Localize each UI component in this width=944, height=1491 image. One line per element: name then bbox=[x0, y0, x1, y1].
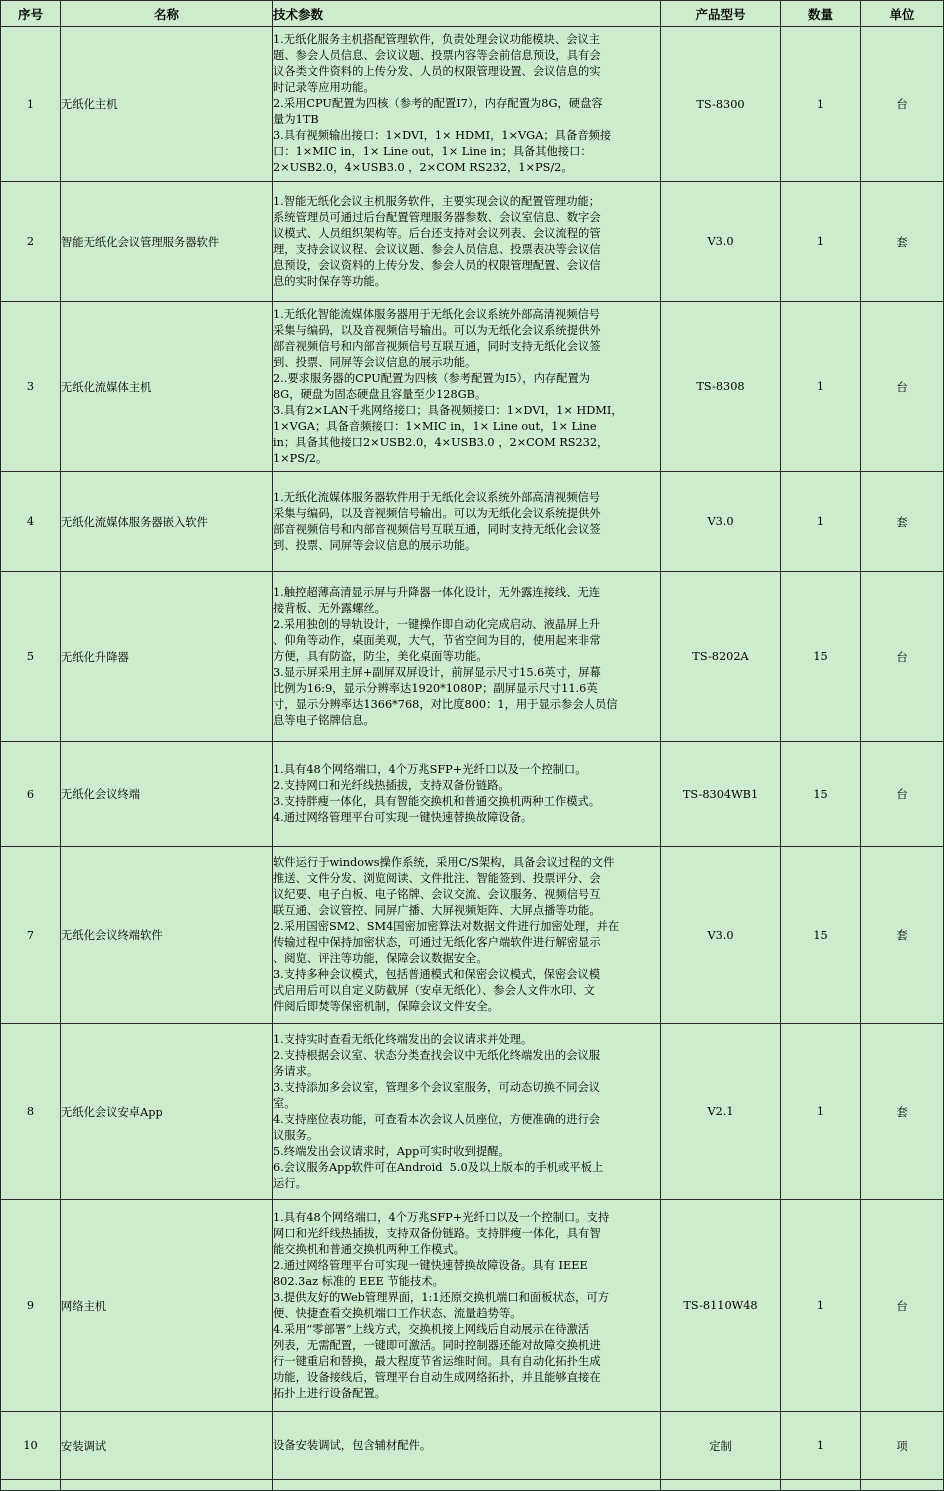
empty-cell bbox=[61, 1480, 273, 1491]
param-line: 到、投票、同屏等会议信息的展示功能。 bbox=[273, 355, 477, 369]
param-line: 2.采用国密SM2、SM4国密加密算法对数据文件进行加密处理，并在 bbox=[273, 920, 620, 933]
param-line: 2.采用CPU配置为四核（参考的配置I7），内存配置为8G，硬盘容 bbox=[273, 97, 603, 110]
param-line: 议模式、人员组织架构等。后台还支持对会议列表、会议流程的管 bbox=[273, 226, 601, 240]
param-line: 3.支持多种会议模式，包括普通模式和保密会议模式，保密会议模 bbox=[273, 968, 601, 981]
param-line: 网口和光纤线热插拔，支持双备份链路。支持胖瘦一体化，具有智 bbox=[273, 1226, 601, 1240]
param-line: 能交换机和普通交换机两种工作模式。 bbox=[273, 1242, 466, 1256]
param-line: 2.支持根据会议室、状态分类查找会议中无纸化终端发出的会议服 bbox=[273, 1048, 601, 1062]
param-line: 到、投票、同屏等会议信息的展示功能。 bbox=[273, 538, 477, 552]
table-row bbox=[1, 742, 944, 847]
cell-qty: 1 bbox=[781, 1200, 861, 1412]
param-line: 软件运行于windows操作系统，采用C/S架构，具备会议过程的文件 bbox=[273, 856, 615, 869]
param-line: 采集与编码，以及音视频信号输出。可以为无纸化会议系统提供外 bbox=[273, 506, 601, 520]
param-line: 1×PS/2。 bbox=[273, 451, 328, 465]
header-params: 技术参数 bbox=[273, 1, 661, 27]
param-line: 功能，设备接线后，管理平台自动生成网络拓扑，并且能够直接在 bbox=[273, 1370, 601, 1384]
param-line: 1.触控超薄高清显示屏与升降器一体化设计，无外露连接线、无连 bbox=[273, 585, 601, 599]
param-line: 1.无纸化智能流媒体服务器用于无纸化会议系统外部高清视频信号 bbox=[273, 307, 601, 321]
cell-params bbox=[273, 27, 661, 182]
empty-row bbox=[1, 1480, 944, 1491]
empty-cell bbox=[1, 1480, 61, 1491]
cell-unit: 项 bbox=[861, 1412, 944, 1480]
param-line: 1.智能无纸化会议主机服务软件，主要实现会议的配置管理功能； bbox=[273, 194, 601, 208]
empty-cell bbox=[661, 1480, 781, 1491]
cell-qty: 1 bbox=[781, 1024, 861, 1200]
param-line: 2.支持网口和光纤线热插拔，支持双备份链路。 bbox=[273, 779, 510, 792]
param-line: 部音视频信号和内部音视频信号互联互通，同时支持无纸化会议签 bbox=[273, 522, 601, 536]
cell-unit: 套 bbox=[861, 182, 944, 302]
param-line: 接背板、无外露螺丝。 bbox=[273, 601, 386, 615]
cell-unit: 套 bbox=[861, 1024, 944, 1200]
cell-no: 2 bbox=[1, 182, 61, 302]
cell-model: V3.0 bbox=[661, 847, 781, 1024]
param-line: 推送、文件分发、浏览阅读、文件批注、智能签到、投票评分、会 bbox=[273, 872, 601, 885]
cell-params bbox=[273, 1024, 661, 1200]
table-row bbox=[1, 847, 944, 1024]
param-line: 1×VGA；具备音频接口：1×MIC in，1× Line out，1× Line bbox=[273, 419, 597, 433]
cell-model: TS-8110W48 bbox=[661, 1200, 781, 1412]
table-row bbox=[1, 302, 944, 472]
param-line: 传输过程中保持加密状态，可通过无纸化客户端软件进行解密显示 bbox=[273, 936, 601, 949]
header-qty: 数量 bbox=[781, 1, 861, 27]
cell-qty: 15 bbox=[781, 572, 861, 742]
cell-model: V3.0 bbox=[661, 182, 781, 302]
param-line: 便、快捷查看交换机端口工作状态、流量趋势等。 bbox=[273, 1306, 522, 1320]
param-line: 、阅览、评注等功能，保障会议数据安全。 bbox=[273, 952, 488, 965]
param-line: 行一键重启和替换，最大程度节省运维时间。具有自动化拓扑生成 bbox=[273, 1354, 601, 1368]
param-line: 部音视频信号和内部音视频信号互联互通，同时支持无纸化会议签 bbox=[273, 339, 601, 353]
param-line: 3.具有2×LAN千兆网络接口；具备视频接口：1×DVI，1× HDMI， bbox=[273, 403, 623, 417]
cell-qty: 1 bbox=[781, 27, 861, 182]
cell-name: 无纸化主机 bbox=[61, 27, 273, 182]
param-line: 3.具有视频输出接口：1×DVI，1× HDMI，1×VGA；具备音频接 bbox=[273, 129, 612, 142]
cell-model: V2.1 bbox=[661, 1024, 781, 1200]
param-line: 运行。 bbox=[273, 1176, 307, 1190]
table-row bbox=[1, 27, 944, 182]
param-line: 1.具有48个网络端口，4个万兆SFP+光纤口以及一个控制口。 bbox=[273, 763, 587, 776]
param-line: 方便，具有防盗，防尘，美化桌面等功能。 bbox=[273, 649, 488, 663]
param-line: 量为1TB bbox=[273, 113, 319, 126]
header-row bbox=[1, 1, 944, 27]
cell-name: 无纸化流媒体服务器嵌入软件 bbox=[61, 472, 273, 572]
param-line: 6.会议服务App软件可在Android 5.0及以上版本的手机或平板上 bbox=[273, 1160, 604, 1174]
param-line: 题、参会人员信息、会议议题、投票内容等会前信息预设，具有会 bbox=[273, 49, 601, 62]
param-line: 3.提供友好的Web管理界面，1:1还原交换机端口和面板状态，可方 bbox=[273, 1290, 609, 1304]
cell-unit: 台 bbox=[861, 1200, 944, 1412]
param-line: 8G，硬盘为固态硬盘且容量至少128GB。 bbox=[273, 387, 487, 401]
param-line: 拓扑上进行设备配置。 bbox=[273, 1386, 386, 1400]
cell-name: 安装调试 bbox=[61, 1412, 273, 1480]
cell-no: 6 bbox=[1, 742, 61, 847]
param-line: 理，支持会议议程、会议议题、参会人员信息、投票表决等会议信 bbox=[273, 242, 601, 256]
param-line: 802.3az 标准的 EEE 节能技术。 bbox=[273, 1274, 444, 1288]
cell-no: 7 bbox=[1, 847, 61, 1024]
param-line: 时记录等应用功能。 bbox=[273, 81, 375, 94]
param-line: 息等电子铭牌信息。 bbox=[273, 713, 375, 727]
cell-no: 8 bbox=[1, 1024, 61, 1200]
param-line: 2..要求服务器的CPU配置为四核（参考配置为I5），内存配置为 bbox=[273, 371, 591, 385]
cell-no: 5 bbox=[1, 572, 61, 742]
cell-unit: 台 bbox=[861, 27, 944, 182]
cell-name: 无纸化升降器 bbox=[61, 572, 273, 742]
param-line: 2×USB2.0，4×USB3.0 ，2×COM RS232，1×PS/2。 bbox=[273, 161, 573, 174]
header-no: 序号 bbox=[1, 1, 61, 27]
param-line: in；具备其他接口2×USB2.0，4×USB3.0 ，2×COM RS232， bbox=[273, 435, 609, 449]
table-row bbox=[1, 1200, 944, 1412]
param-line: 3.显示屏采用主屏+副屏双屏设计，前屏显示尺寸15.6英寸，屏幕 bbox=[273, 665, 601, 679]
param-line: 采集与编码，以及音视频信号输出。可以为无纸化会议系统提供外 bbox=[273, 323, 601, 337]
param-line: 3.支持添加多会议室，管理多个会议室服务，可动态切换不同会议 bbox=[273, 1080, 601, 1094]
param-line: 式启用后可以自定义防截屏（安卓无纸化）、参会人文件水印、文 bbox=[273, 984, 595, 997]
param-line: 1.具有48个网络端口，4个万兆SFP+光纤口以及一个控制口。支持 bbox=[273, 1210, 610, 1224]
param-line: 2.采用独创的导轨设计，一键操作即自动化完成启动、液晶屏上升 bbox=[273, 617, 601, 631]
param-line: 室。 bbox=[273, 1096, 296, 1110]
param-line: 4.通过网络管理平台可实现一键快速替换故障设备。 bbox=[273, 811, 533, 824]
cell-no: 9 bbox=[1, 1200, 61, 1412]
cell-qty: 15 bbox=[781, 742, 861, 847]
param-line: 议各类文件资料的上传分发、人员的权限管理设置、会议信息的实 bbox=[273, 65, 601, 78]
cell-qty: 1 bbox=[781, 1412, 861, 1480]
cell-name: 无纸化会议安卓App bbox=[61, 1024, 273, 1200]
cell-params bbox=[273, 847, 661, 1024]
param-line: 4.采用“零部署”上线方式，交换机接上网线后自动展示在待激活 bbox=[273, 1322, 590, 1336]
cell-model: V3.0 bbox=[661, 472, 781, 572]
cell-unit: 套 bbox=[861, 847, 944, 1024]
param-line: 4.支持座位表功能，可查看本次会议人员座位，方便准确的进行会 bbox=[273, 1112, 601, 1126]
param-line: 口：1×MIC in，1× Line out，1× Line in；具备其他接口： bbox=[273, 145, 592, 158]
param-line: 联互通、会议管控、同屏广播、大屏视频矩阵、大屏点播等功能。 bbox=[273, 904, 601, 917]
header-unit: 单位 bbox=[861, 1, 944, 27]
cell-name: 智能无纸化会议管理服务器软件 bbox=[61, 182, 273, 302]
cell-params bbox=[273, 1200, 661, 1412]
cell-params bbox=[273, 472, 661, 572]
cell-name: 无纸化会议终端软件 bbox=[61, 847, 273, 1024]
param-line: 1.无纸化服务主机搭配管理软件，负责处理会议功能模块、会议主 bbox=[273, 33, 601, 46]
param-line: 设备安装调试，包含辅材配件。 bbox=[273, 1438, 432, 1452]
param-line: 列表，无需配置，一键即可激活。同时控制器还能对故障交换机进 bbox=[273, 1338, 601, 1352]
cell-no: 10 bbox=[1, 1412, 61, 1480]
cell-qty: 1 bbox=[781, 302, 861, 472]
cell-params bbox=[273, 182, 661, 302]
cell-model: TS-8308 bbox=[661, 302, 781, 472]
header-name: 名称 bbox=[61, 1, 273, 27]
cell-params bbox=[273, 572, 661, 742]
empty-cell bbox=[273, 1480, 661, 1491]
table-row bbox=[1, 472, 944, 572]
cell-model: TS-8300 bbox=[661, 27, 781, 182]
param-line: 1.无纸化流媒体服务器软件用于无纸化会议系统外部高清视频信号 bbox=[273, 490, 601, 504]
cell-model: 定制 bbox=[661, 1412, 781, 1480]
cell-unit: 套 bbox=[861, 472, 944, 572]
cell-qty: 1 bbox=[781, 182, 861, 302]
cell-name: 无纸化流媒体主机 bbox=[61, 302, 273, 472]
cell-params bbox=[273, 742, 661, 847]
cell-unit: 台 bbox=[861, 572, 944, 742]
table-row bbox=[1, 572, 944, 742]
param-line: 息的实时保存等功能。 bbox=[273, 274, 386, 288]
table-row bbox=[1, 1024, 944, 1200]
cell-qty: 1 bbox=[781, 472, 861, 572]
param-line: 、仰角等动作，桌面美观，大气，节省空间为目的，使用起来非常 bbox=[273, 633, 601, 647]
cell-qty: 15 bbox=[781, 847, 861, 1024]
table-row bbox=[1, 182, 944, 302]
param-line: 务请求。 bbox=[273, 1064, 319, 1078]
param-line: 件阅后即焚等保密机制，保障会议文件安全。 bbox=[273, 1000, 499, 1013]
cell-no: 4 bbox=[1, 472, 61, 572]
cell-name: 无纸化会议终端 bbox=[61, 742, 273, 847]
empty-cell bbox=[781, 1480, 861, 1491]
cell-unit: 台 bbox=[861, 302, 944, 472]
cell-no: 1 bbox=[1, 27, 61, 182]
param-line: 2.通过网络管理平台可实现一键快速替换故障设备。具有 IEEE bbox=[273, 1258, 588, 1272]
param-line: 息预设，会议资料的上传分发、参会人员的权限管理配置、会议信 bbox=[273, 258, 601, 272]
cell-name: 网络主机 bbox=[61, 1200, 273, 1412]
cell-model: TS-8304WB1 bbox=[661, 742, 781, 847]
header-model: 产品型号 bbox=[661, 1, 781, 27]
param-line: 系统管理员可通过后台配置管理服务器参数、会议室信息、数字会 bbox=[273, 210, 601, 224]
table-row bbox=[1, 1412, 944, 1480]
param-line: 1.支持实时查看无纸化终端发出的会议请求并处理。 bbox=[273, 1032, 533, 1046]
param-line: 5.终端发出会议请求时，App可实时收到提醒。 bbox=[273, 1144, 510, 1158]
param-line: 议纪要、电子白板、电子铭牌、会议交流、会议服务、视频信号互 bbox=[273, 888, 601, 901]
param-line: 寸，显示分辨率达1366*768，对比度800：1，用于显示参会人员信 bbox=[273, 697, 618, 711]
param-line: 比例为16:9，显示分辨率达1920*1080P；副屏显示尺寸11.6英 bbox=[273, 681, 598, 695]
cell-no: 3 bbox=[1, 302, 61, 472]
cell-unit: 台 bbox=[861, 742, 944, 847]
cell-params bbox=[273, 1412, 661, 1480]
param-line: 3.支持胖瘦一体化，具有智能交换机和普通交换机两种工作模式。 bbox=[273, 795, 601, 808]
empty-cell bbox=[861, 1480, 944, 1491]
cell-params bbox=[273, 302, 661, 472]
cell-model: TS-8202A bbox=[661, 572, 781, 742]
param-line: 议服务。 bbox=[273, 1128, 319, 1142]
